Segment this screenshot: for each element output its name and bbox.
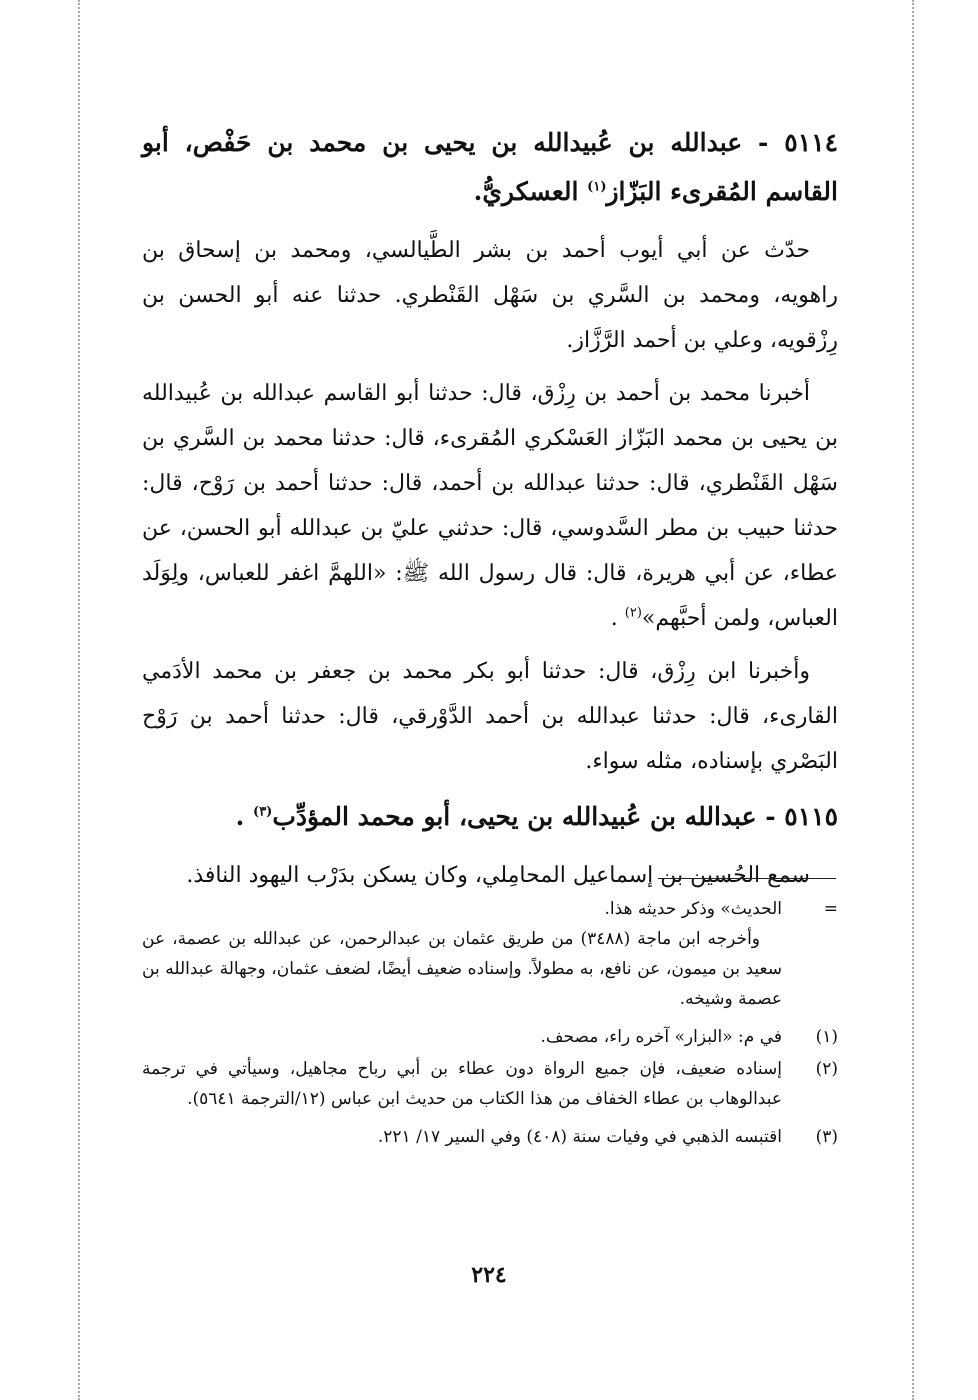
footnote-1-number: (١) [815, 1027, 838, 1047]
scan-dotted-margin-right [912, 0, 914, 1400]
footnote-1-text: في م: «البزار» آخره راء، مصحف. [540, 1027, 782, 1047]
footnote-2 [142, 1054, 838, 1114]
footnote-ref-3[interactable]: (٣) [253, 804, 273, 820]
page-number: ٢٢٤ [471, 1262, 507, 1288]
entry-5115-heading [142, 792, 838, 841]
entry-5114-heading-text: ٥١١٤ - عبدالله بن عُبيدالله بن يحيى بن محمد بن حَفْص، أبو القاسم المُقرىء البَزّاز [142, 128, 838, 206]
footnote-2-text: إسناده ضعيف، فإن جميع الرواة دون عطاء بن أبي رباح مجاهيل، وسيأتي في ترجمة عبدالوهاب بن عطاء الخفاف من هذا الكتاب من حديث ابن عباس (١٢/الترجمة ٥٦٤١). [142, 1059, 782, 1109]
scan-dotted-margin-left [78, 0, 80, 1400]
footnote-3-number: (٣) [815, 1127, 838, 1147]
footnote-ref-2[interactable]: (٢) [624, 605, 642, 621]
continuation-mark: = [823, 899, 838, 919]
footnote-1 [142, 1022, 838, 1052]
entry-5114-paragraph-3: وأخبرنا ابن رِزْق، قال: حدثنا أبو بكر محمد بن جعفر بن محمد الأدَمي القارىء، قال: حدثنا عبدالله بن أحمد الدَّوْرقي، قال: حدثنا أحمد بن رَوْح البَصْري بإسناده، مثله سواء. [142, 659, 838, 774]
footnote-divider [658, 878, 836, 879]
continuation-line-2: وأخرجه ابن ماجة (٣٤٨٨) من طريق عثمان بن عبدالرحمن، عن عبدالله بن عصمة، عن سعيد بن ميمون، عن نافع، به مطولاً. وإسناده ضعيف أيضًا، لضعف عثمان، وجهالة عبدالله بن عصمة وشيخه. [142, 929, 782, 1009]
entry-5115-heading-text: ٥١١٥ - عبدالله بن عُبيدالله بن يحيى، أبو محمد المؤدِّب [272, 802, 838, 831]
continuation-line-1: الحديث» وذكر حديثه هذا. [604, 899, 782, 919]
entry-5114-paragraph-2-text: أخبرنا محمد بن أحمد بن رِزْق، قال: حدثنا أبو القاسم عبدالله بن عُبيدالله بن يحيى بن محمد البَزّاز العَسْكري المُقرىء، قال: حدثنا محمد بن السَّري بن سَهْل القَنْطري، قال: حدثنا عبدالله بن أحمد، قال: حدثنا أحمد بن رَوْح، قال: حدثنا حبيب بن مطر السَّدوسي، قال: حدثني عليّ بن عبدالله أبو الحسن، عن عطاء، عن أبي هريرة، قال: قال رسول الله ﷺ: «اللهمَّ اغفر للعباس، ولِوَلَد العباس، ولمن أحبَّهم» [142, 381, 838, 631]
footnote-continuation [142, 894, 838, 1014]
entry-5114-paragraph-2 [142, 371, 838, 641]
footnote-3-text: اقتبسه الذهبي في وفيات سنة (٤٠٨) وفي السير ١٧/ ٢٢١. [377, 1127, 782, 1147]
footnote-ref-1[interactable]: (١) [587, 179, 607, 195]
main-text [142, 118, 838, 906]
footnote-3 [142, 1122, 838, 1152]
entry-5115-paragraph: سمع الحُسين بن إسماعيل المحامِلي، وكان يسكن بدَرْب اليهود النافذ. [186, 863, 810, 888]
footnote-2-number: (٢) [815, 1059, 838, 1079]
entry-5114-paragraph-1: حدّث عن أبي أيوب أحمد بن بشر الطَّيالسي، ومحمد بن إسحاق بن راهويه، ومحمد بن السَّري بن سَهْل القَنْطري. حدثنا عنه أبو الحسن بن رِزْقويه، وعلي بن أحمد الرَّزَّاز. [142, 238, 838, 353]
entry-5114-paragraph-2-end: . [610, 606, 625, 631]
entry-5114-heading-end: العسكريُّ. [473, 177, 588, 206]
footnotes [142, 894, 838, 1152]
entry-5115-heading-end: . [235, 802, 254, 831]
entry-5114-heading [142, 118, 838, 216]
